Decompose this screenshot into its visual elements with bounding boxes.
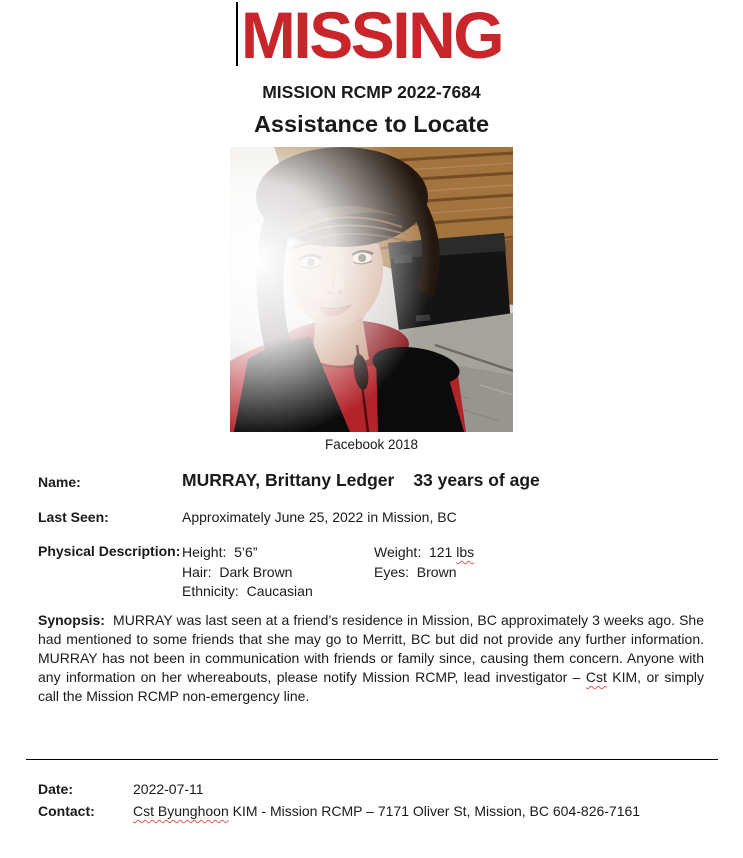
poster-subtitle: Assistance to Locate — [253, 110, 490, 137]
footer-divider — [26, 759, 718, 760]
subject-photo-illustration — [230, 147, 513, 432]
synopsis-label: Synopsis: — [38, 612, 105, 628]
last-seen-value: Approximately June 25, 2022 in Mission, BC — [182, 509, 457, 525]
synopsis-text-1: MURRAY was last seen at a friend’s residence in Mission, BC approximately 3 weeks ago. She had mentioned to some friends that she may go to Merritt, BC but did not provide any further information. MURRAY has not been in communication with friends or family since, causing them concern. Anyone with any information on her whereabouts, please notify Mission RCMP, lead investigator – — [38, 612, 704, 685]
hair-value: Hair: Dark Brown — [182, 563, 293, 580]
synopsis-paragraph — [38, 611, 704, 706]
last-seen-label: Last Seen: — [38, 509, 109, 525]
last-seen-row — [38, 509, 704, 529]
weight-unit-misspell: lbs — [456, 544, 475, 560]
light-flare — [230, 147, 513, 432]
contact-rest: KIM - Mission RCMP – 7171 Oliver St, Mission, BC 604-826-7161 — [228, 803, 641, 819]
contact-row — [38, 803, 704, 823]
ethnicity-value: Ethnicity: Caucasian — [182, 583, 313, 599]
contact-flagged-name: Cst Byunghoon — [133, 803, 229, 819]
weight-value — [374, 543, 474, 563]
eyes-value: Eyes: Brown — [374, 563, 457, 580]
poster-title: MISSING — [240, 0, 503, 72]
physical-column-1 — [182, 543, 313, 602]
date-value: 2022-07-11 — [133, 781, 204, 797]
name-row — [38, 470, 704, 496]
weight-text: Weight: 121 — [374, 544, 457, 560]
photo-caption: Facebook 2018 — [324, 437, 419, 452]
case-number: MISSION RCMP 2022-7684 — [262, 81, 481, 102]
contact-label: Contact: — [38, 803, 95, 819]
name-label: Name: — [38, 474, 81, 490]
date-label: Date: — [38, 781, 74, 797]
subject-photo — [230, 147, 513, 432]
contact-value — [133, 803, 640, 819]
subject-age: 33 years of age — [413, 470, 540, 490]
date-row — [38, 781, 704, 801]
name-value — [182, 470, 540, 491]
synopsis-text-2: KIM, or simply call the Mission RCMP non-emergency line. — [38, 669, 704, 704]
physical-column-2 — [374, 543, 474, 582]
subject-name: MURRAY, Brittany Ledger — [182, 470, 395, 490]
physical-description-row — [38, 543, 704, 603]
physical-description-label: Physical Description: — [38, 543, 181, 559]
height-value: Height: 5’6” — [182, 544, 258, 560]
synopsis-misspelled-word: Cst — [585, 669, 607, 685]
